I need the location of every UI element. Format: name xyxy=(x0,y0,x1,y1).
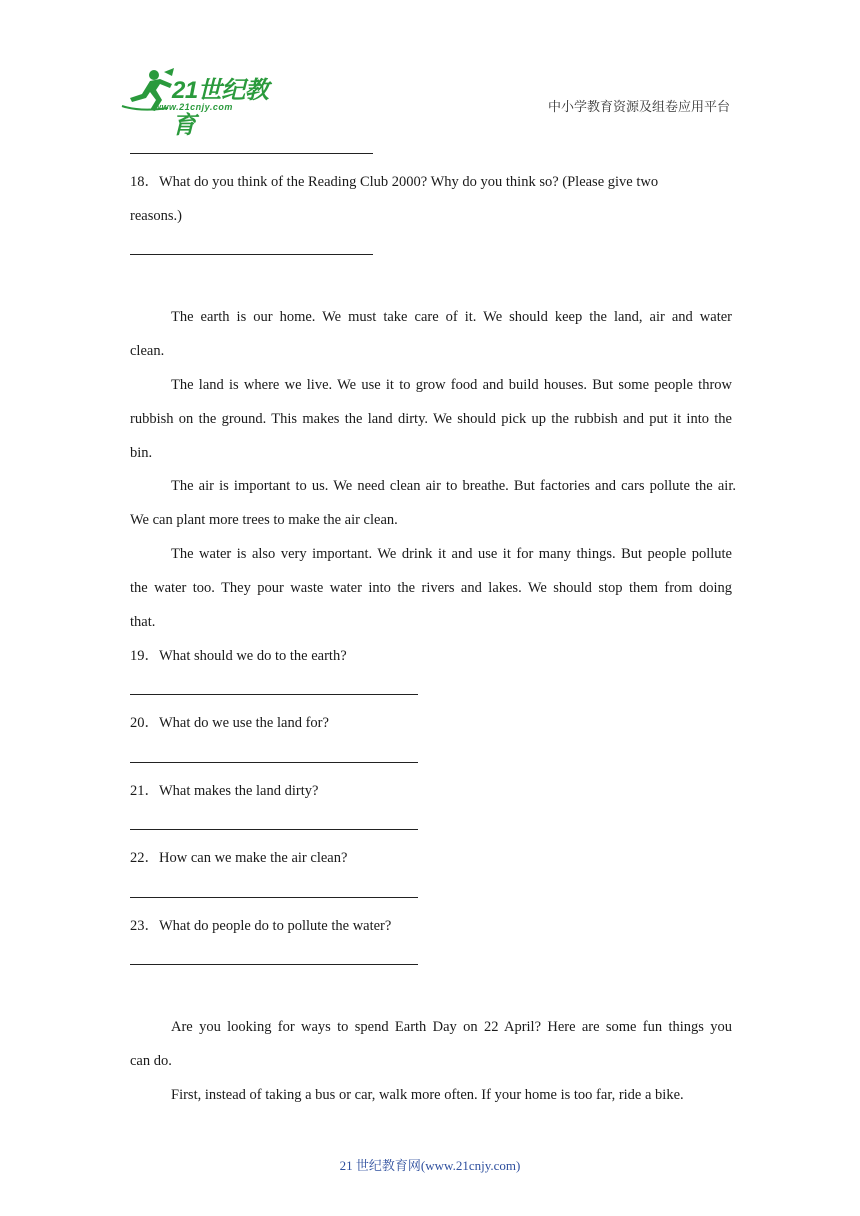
passage-line: We can plant more trees to make the air clean. xyxy=(130,512,398,528)
footer-link[interactable]: 21 世纪教育网(www.21cnjy.com) xyxy=(339,1158,521,1173)
platform-label: 中小学教育资源及组卷应用平台 xyxy=(547,100,730,115)
passage-paragraph: The earth is our home. We must take care of it. We should keep the land, air and water xyxy=(171,309,732,325)
passage-paragraph: The air is important to us. We need clean air to breathe. But factories and cars pollute the air. xyxy=(171,478,736,494)
passage-line: that. xyxy=(130,614,156,630)
answer-line-19 xyxy=(130,694,418,695)
question-20: 20．What do we use the land for? xyxy=(130,715,329,731)
passage-line: clean. xyxy=(130,343,165,359)
passage-paragraph: Are you looking for ways to spend Earth Day on 22 April? Here are some fun things you xyxy=(171,1019,732,1035)
site-logo xyxy=(120,66,290,139)
answer-line-21 xyxy=(130,829,418,830)
logo-text: 21世纪教育 xyxy=(172,77,269,139)
answer-line-22 xyxy=(130,897,418,898)
question-21: 21．What makes the land dirty? xyxy=(130,783,319,799)
answer-line xyxy=(130,153,373,154)
question-23: 23．What do people do to pollute the water? xyxy=(130,918,392,934)
logo-url: www.21cnjy.com xyxy=(154,102,233,112)
answer-line-23 xyxy=(130,964,418,965)
passage-line: bin. xyxy=(130,445,153,461)
answer-line-18 xyxy=(130,254,373,255)
passage-line: rubbish on the ground. This makes the land dirty. We should pick up the rubbish and put it into the xyxy=(130,411,732,427)
passage-line: can do. xyxy=(130,1053,172,1069)
passage-line: the water too. They pour waste water into the rivers and lakes. We should stop them from doing xyxy=(130,580,732,596)
passage-paragraph: The water is also very important. We drink it and use it for many things. But people pollute xyxy=(171,546,732,562)
question-18-cont: reasons.) xyxy=(130,208,182,224)
passage-paragraph: First, instead of taking a bus or car, walk more often. If your home is too far, ride a bike. xyxy=(171,1087,684,1103)
answer-line-20 xyxy=(130,762,418,763)
question-18: 18．What do you think of the Reading Club 2000? Why do you think so? (Please give two xyxy=(130,174,659,190)
question-22: 22．How can we make the air clean? xyxy=(130,850,348,866)
passage-paragraph: The land is where we live. We use it to grow food and build houses. But some people throw xyxy=(171,377,732,393)
question-19: 19．What should we do to the earth? xyxy=(130,648,347,664)
